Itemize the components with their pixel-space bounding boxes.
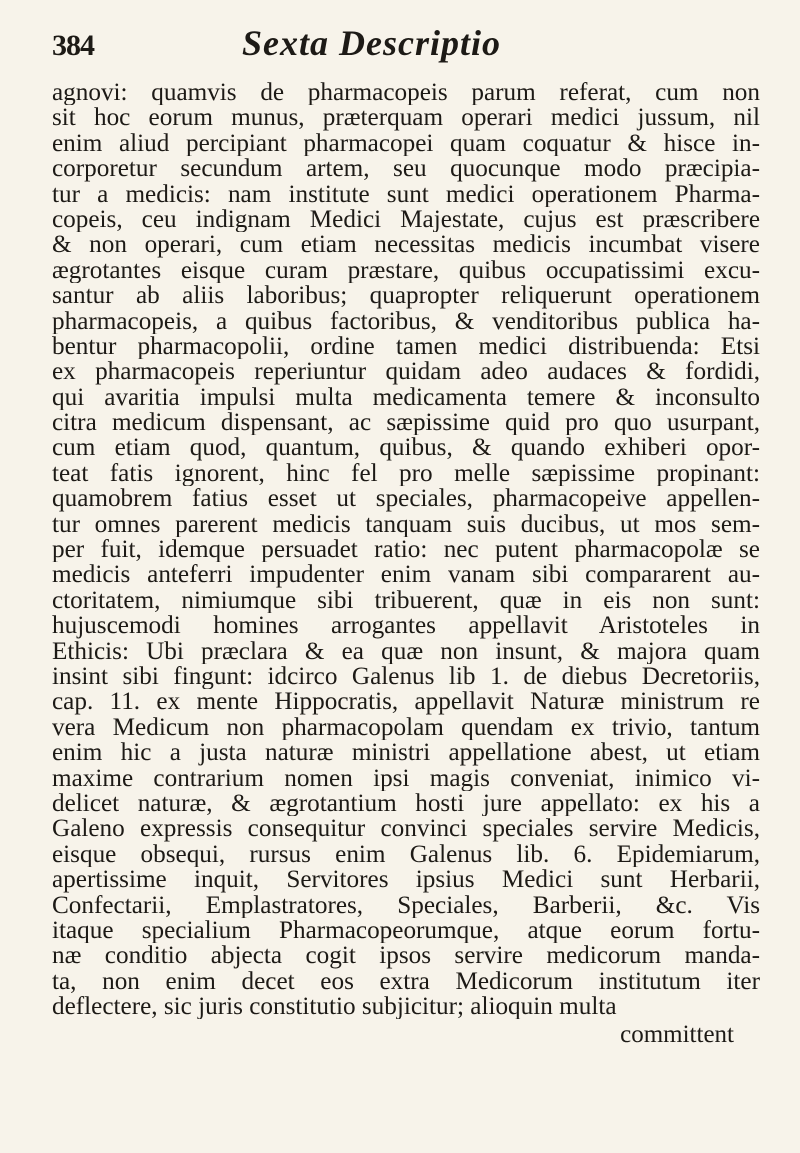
text-line: eisque obsequi, rursus enim Galenus lib. 6. Epidemiarum, (52, 841, 760, 868)
text-line: tur omnes parerent medicis tanquam suis ducibus, ut mos sem- (52, 511, 760, 538)
text-line: ex pharmacopeis reperiuntur quidam adeo audaces & fordidi, (52, 359, 760, 385)
text-line: pharmacopeis, a quibus factoribus, & venditoribus publica ha- (52, 308, 760, 334)
text-line: maxime contrarium nomen ipsi magis conveniat, inimico vi- (52, 765, 760, 791)
catchword: committent (620, 1021, 734, 1049)
text-line: næ conditio abjecta cogit ipsos servire medicorum manda- (52, 943, 760, 969)
text-line: qui avaritia impulsi multa medicamenta temere & inconsulto (52, 384, 760, 411)
text-line: cap. 11. ex mente Hippocratis, appellavit Naturæ ministrum re (52, 689, 760, 715)
text-line: delicet naturæ, & ægrotantium hosti jure appellato: ex his a (52, 790, 760, 817)
page-number: 384 (52, 29, 94, 62)
text-line: enim aliud percipiant pharmacopei quam coquatur & hisce in- (52, 130, 760, 157)
text-line: ta, non enim decet eos extra Medicorum institutum iter (52, 968, 760, 995)
text-line: itaque specialium Pharmacopeorumque, atque eorum fortu- (52, 917, 760, 944)
text-line: Confectarii, Emplastratores, Speciales, Barberii, &c. Vis (52, 892, 760, 918)
text-line: sit hoc eorum munus, præterquam operari medici jussum, nil (52, 105, 760, 131)
page-header (52, 22, 760, 74)
text-line: ægrotantes eisque curam præstare, quibus occupatissimi excu- (52, 257, 760, 284)
text-line: hujuscemodi homines arrogantes appellavit Aristoteles in (52, 613, 760, 639)
text-line: teat fatis ignorent, hinc fel pro melle sæpissime propinant: (52, 460, 760, 487)
body-text (52, 80, 760, 1019)
text-line: medicis anteferri impudenter enim vanam sibi compararent au- (52, 562, 760, 588)
text-line: Galeno expressis consequitur convinci speciales servire Medicis, (52, 816, 760, 842)
text-line: ctoritatem, nimiumque sibi tribuerent, quæ in eis non sunt: (52, 587, 760, 614)
text-line: bentur pharmacopolii, ordine tamen medici distribuenda: Etsi (52, 333, 760, 360)
text-line: per fuit, idemque persuadet ratio: nec putent pharmacopolæ se (52, 537, 760, 563)
text-line: santur ab aliis laboribus; quapropter reliquerunt operationem (52, 283, 760, 309)
text-line: cum etiam quod, quantum, quibus, & quando exhiberi opor- (52, 435, 760, 461)
text-line: citra medicum dispensant, ac sæpissime quid pro quo usurpant, (52, 410, 760, 436)
text-line: & non operari, cum etiam necessitas medicis incumbat visere (52, 232, 760, 258)
text-line: apertissime inquit, Servitores ipsius Medici sunt Herbarii, (52, 867, 760, 893)
text-line: tur a medicis: nam institute sunt medici operationem Pharma- (52, 181, 760, 207)
catchword-row (52, 1021, 760, 1049)
text-line: Ethicis: Ubi præclara & ea quæ non insunt, & majora quam (52, 638, 760, 664)
text-line: agnovi: quamvis de pharmacopeis parum referat, cum non (52, 80, 760, 106)
text-line: corporetur secundum artem, seu quocunque modo præcipia- (52, 156, 760, 182)
text-line: copeis, ceu indignam Medici Majestate, cujus est præscribere (52, 206, 760, 233)
text-line: vera Medicum non pharmacopolam quendam ex trivio, tantum (52, 714, 760, 741)
text-line: deflectere, sic juris constitutio subjicitur; alioquin multa (52, 994, 617, 1020)
text-line: quamobrem fatius esset ut speciales, pharmacopeive appellen- (52, 486, 760, 512)
text-line: insint sibi fingunt: idcirco Galenus lib 1. de diebus Decretoriis, (52, 663, 760, 690)
running-head: Sexta Descriptio (242, 23, 501, 63)
text-line: enim hic a justa naturæ ministri appellatione abest, ut etiam (52, 740, 760, 766)
